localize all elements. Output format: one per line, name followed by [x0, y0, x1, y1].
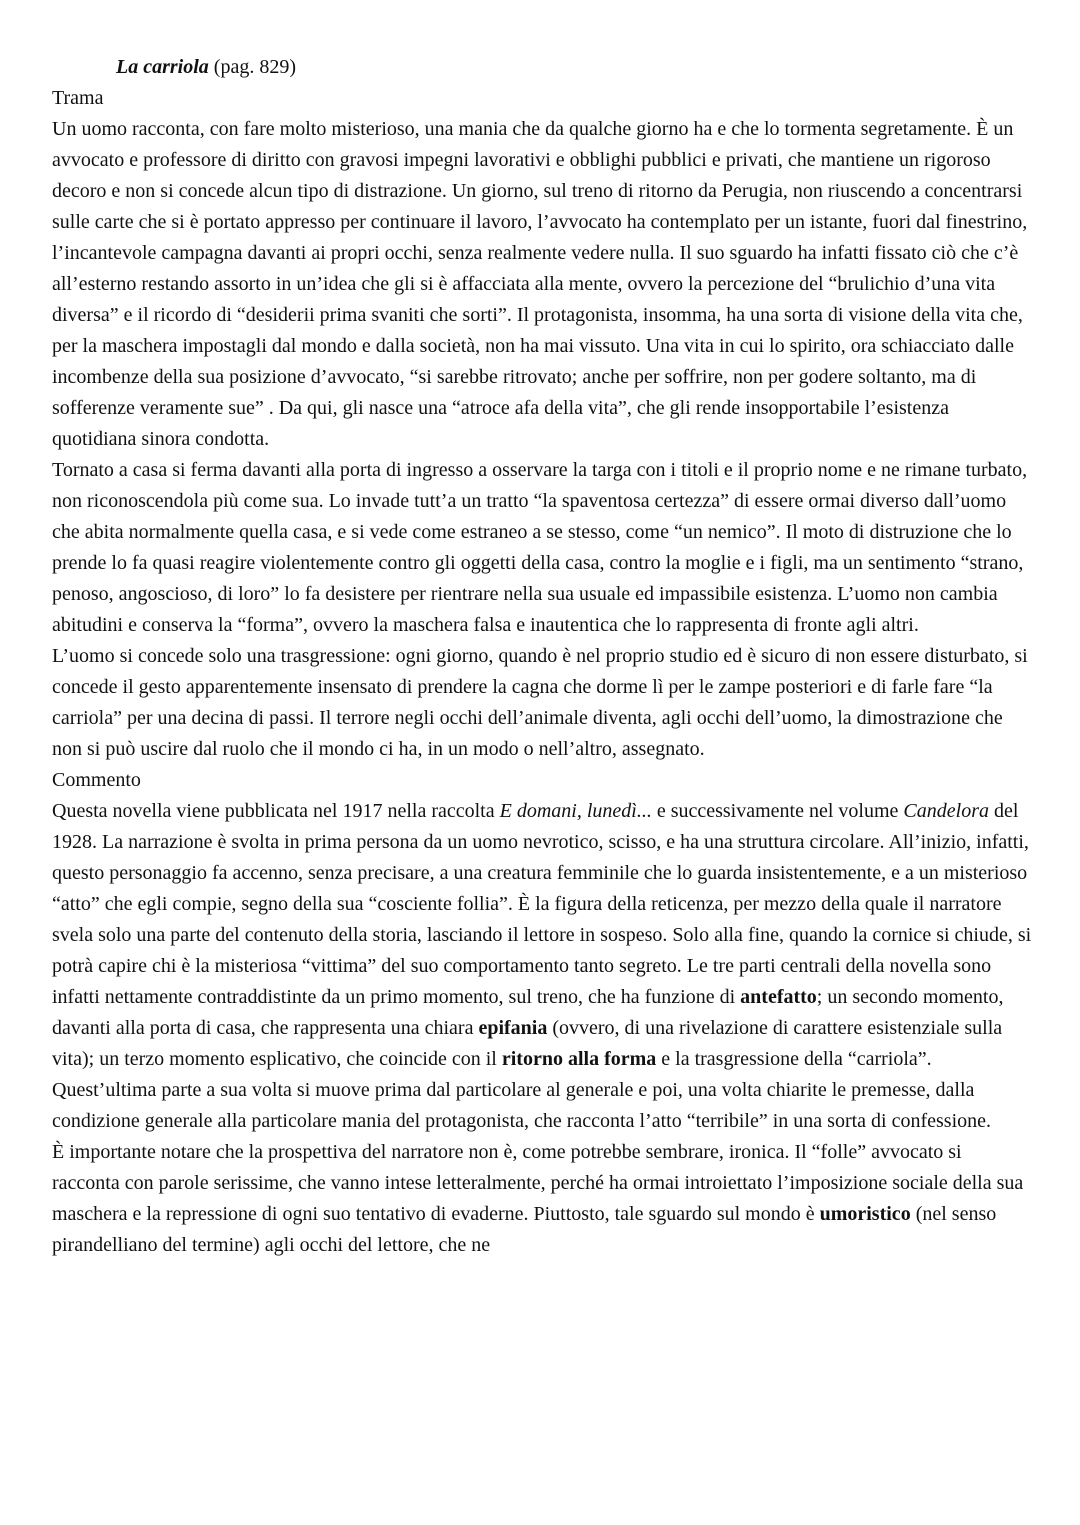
- text-run: (nel senso pirandelliano del termine) agli occhi del lettore, che ne: [52, 1203, 997, 1256]
- paragraph: [52, 455, 1032, 641]
- bold-text: ritorno alla forma: [501, 1048, 657, 1070]
- document-page: [52, 52, 1032, 1261]
- paragraph: [52, 641, 1032, 765]
- text-run: È importante notare che la prospettiva del narratore non è, come potrebbe sembrare, ironica. Il “folle” avvocato si racconta con parole serissime, che vanno intese letteralmente, perché ha ormai introiettato l’imposizione sociale della sua maschera e la repressione di ogni suo tentativo di evaderne. Piuttosto, tale sguardo sul mondo è: [52, 1141, 1024, 1225]
- text-run: del 1928. La narrazione è svolta in prima persona da un uomo nevrotico, scisso, e ha una struttura circolare. All’inizio, infatti, questo personaggio fa accenno, senza precisare, a una creatura femminile che lo guarda insistentemente, e a un misterioso “atto” che egli compie, segno della sua “cosciente follia”. È la figura della reticenza, per mezzo della quale il narratore svela solo una parte del contenuto della storia, lasciando il lettore in sospeso. Solo alla fine, quando la cornice si chiude, si potrà capire chi è la misteriosa “vittima” del suo comportamento tanto segreto. Le tre parti centrali della novella sono infatti nettamente contraddistinte da un primo momento, sul treno, che ha funzione di: [52, 800, 1032, 1008]
- bold-text: umoristico: [819, 1203, 911, 1225]
- text-run: ; un secondo momento, davanti alla porta di casa, che rappresenta una chiara: [52, 986, 1004, 1039]
- italic-text: Candelora: [903, 800, 989, 822]
- text-run: (ovvero, di una rivelazione di carattere esistenziale sulla vita); un terzo momento esplicativo, che coincide con il: [52, 1017, 1003, 1070]
- text-run: Un uomo racconta, con fare molto misterioso, una mania che da qualche giorno ha e che lo tormenta segretamente. È un avvocato e professore di diritto con gravosi impegni lavorativi e obblighi pubblici e privati, che mantiene un rigoroso decoro e non si concede alcun tipo di distrazione. Un giorno, sul treno di ritorno da Perugia, non riuscendo a concentrarsi sulle carte che si è portato appresso per continuare il lavoro, l’avvocato ha contemplato per un istante, fuori dal finestrino, l’incantevole campagna davanti ai propri occhi, senza realmente vedere nulla. Il suo sguardo ha infatti fissato ciò che c’è all’esterno restando assorto in un’idea che gli si è affacciata alla mente, ovvero la percezione del “brulichio d’una vita diversa” e il ricordo di “desiderii prima svaniti che sorti”. Il protagonista, insomma, ha una sorta di visione della vita che, per la maschera impostagli dal mondo e dalla società, non ha mai vissuto. Una vita in cui lo spirito, ora schiacciato dalle incombenze della sua posizione d’avvocato, “si sarebbe ritrovato; anche per soffrire, non per godere soltanto, ma di sofferenze veramente sue” . Da qui, gli nasce una “atroce afa della vita”, che gli rende insopportabile l’esistenza quotidiana sinora condotta.: [52, 118, 1028, 450]
- section-commento: [52, 765, 1032, 1261]
- text-run: e la trasgressione della “carriola”. Quest’ultima parte a sua volta si muove prima dal particolare al generale e poi, una volta chiarite le premesse, dalla condizione generale alla particolare mania del protagonista, che racconta l’atto “terribile” in una sorta di confessione.: [52, 1048, 992, 1132]
- bold-text: antefatto: [740, 986, 817, 1008]
- paragraph: [52, 796, 1032, 1137]
- text-run: Questa novella viene pubblicata nel 1917 nella raccolta: [52, 800, 500, 822]
- italic-text: E domani, lunedì...: [499, 800, 652, 822]
- paragraph: [52, 114, 1032, 455]
- title-line: [52, 52, 1032, 83]
- text-run: L’uomo si concede solo una trasgressione: ogni giorno, quando è nel proprio studio ed è sicuro di non essere disturbato, si concede il gesto apparentemente insensato di prendere la cagna che dorme lì per le zampe posteriori e di farle fare “la carriola” per una decina di passi. Il terrore negli occhi dell’animale diventa, agli occhi dell’uomo, la dimostrazione che non si può uscire dal ruolo che il mondo ci ha, in un modo o nell’altro, assegnato.: [52, 645, 1028, 760]
- section-heading-trama: Trama: [52, 87, 104, 109]
- section-heading-commento: Commento: [52, 769, 141, 791]
- text-run: Tornato a casa si ferma davanti alla porta di ingresso a osservare la targa con i titoli e il proprio nome e ne rimane turbato, non riconoscendola più come sua. Lo invade tutt’a un tratto “la spaventosa certezza” di essere ormai diverso dall’uomo che abita normalmente quella casa, e si vede come estraneo a se stesso, come “un nemico”. Il moto di distruzione che lo prende lo fa quasi reagire violentemente contro gli oggetti della casa, contro la moglie e i figli, ma un sentimento “strano, penoso, angoscioso, di loro” lo fa desistere per rientrare nella sua usuale ed impassibile esistenza. L’uomo non cambia abitudini e conserva la “forma”, ovvero la maschera falsa e inautentica che lo rappresenta di fronte agli altri.: [52, 459, 1028, 636]
- section-trama: [52, 83, 1032, 765]
- bold-text: epifania: [478, 1017, 548, 1039]
- document-title: La carriola: [116, 56, 209, 78]
- paragraph: [52, 1137, 1032, 1261]
- page-reference: (pag. 829): [208, 56, 296, 78]
- text-run: e successivamente nel volume: [651, 800, 904, 822]
